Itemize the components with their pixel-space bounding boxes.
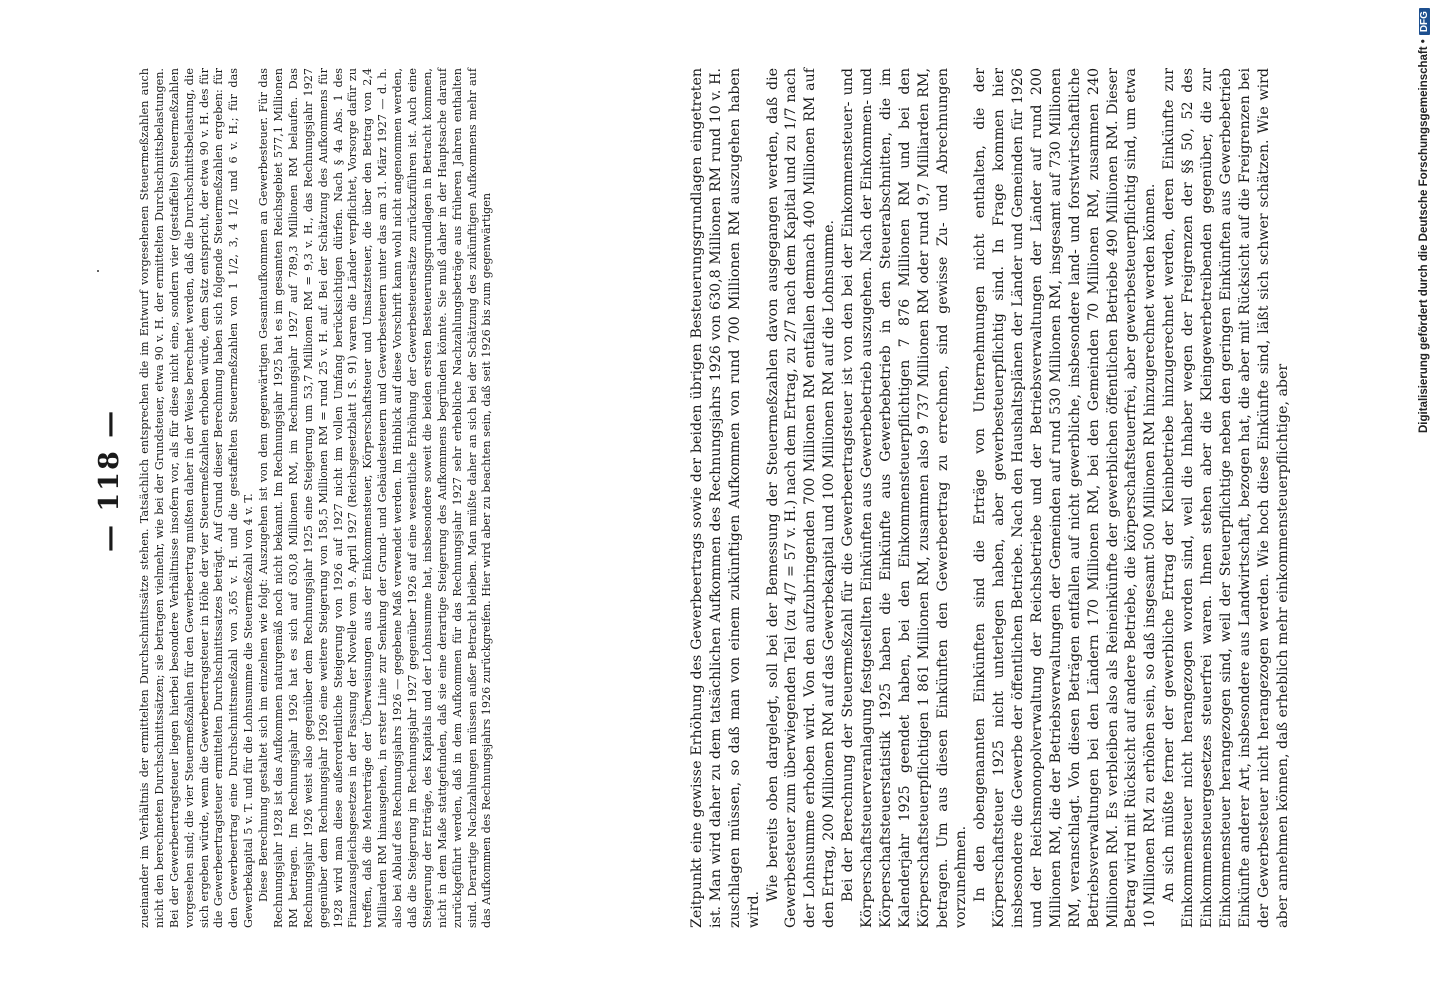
right-paragraph-5: An sich müßte ferner der gewerbliche Ertrag der Kleinbetriebe hinzugerechnet werden, deren Einkünfte zur Einkommensteuer nicht herangezogen worden sind, weil die Inhaber wegen der Freigrenzen der §§ 50, 52 des Einkommensteuergesetzes steuerfrei waren. Ihnen stehen aber die Kleingewerbetreibenden gegenüber, die zur Einkommensteuer herangezogen sind, weil der Steuerpflichtige neben den geringen Einkünften aus Gewerbebetrieb Einkünfte anderer Art, insbesondere aus Landwirtschaft, bezogen hat, die aber mit Rücksicht auf die Freigrenzen bei der Gewerbesteuer nicht herangezogen werden. Wie hoch diese Einkünfte sind, läßt sich schwer schätzen. Wie wird aber annehmen können, daß erheblich mehr einkommensteuerpflichtige, aber (1161, 68, 1291, 928)
dfg-logo-icon: DFG (1419, 8, 1430, 35)
digitization-footer (1418, 8, 1430, 433)
footer-text: Digitalisierung gefördert durch die Deutsche Forschungsgemeinschaft • (1418, 39, 1430, 433)
page-number: — 118 — (94, 408, 125, 552)
scan-speck (97, 270, 99, 272)
right-paragraph-1: Zeitpunkt eine gewisse Erhöhung des Gewerbeertrags sowie der beiden übrigen Besteuerungsgrundlagen eingetreten ist. Man wird daher zu dem tatsächlichen Aufkommen des Rechnungsjahrs 1926 von 630,8 Millionen RM rund 10 v. H. zuschlagen müssen, so daß man von einem zukünftigen Aufkommen von rund 700 Millionen RM auszugehen haben wird. (689, 68, 762, 928)
right-paragraph-4: In den obengenannten Einkünften sind die Erträge von Unternehmungen nicht enthalten, die der Körperschaftsteuer 1925 nicht unterlegen haben, aber gewerbesteuerpflichtig sind. In Frage kommen hier insbesondere die Gewerbe der öffentlichen Betriebe. Nach den Haushaltsplänen der Länder und Gemeinden für 1926 und der Reichsmonopolverwaltung der Reichsbetriebe und der Betriebsverwaltungen der Länder auf rund 200 Millionen RM, die der Betriebsverwaltungen der Gemeinden auf rund 530 Millionen RM, insgesamt auf 730 Millionen RM, veranschlagt. Von diesen Beträgen entfallen auf nicht gewerbliche, insbesondere land- und forstwirtschaftliche Betriebsverwaltungen bei den Ländern 170 Millionen RM, bei den Gemeinden 70 Millionen RM, zusammen 240 Millionen RM. Es verbleiben also als Reineinkünfte der gewerblichen öffentlichen Betriebe 490 Millionen RM. Dieser Betrag wird mit Rücksicht auf andere Betriebe, die körperschaftsteuerfrei, aber gewerbesteuerpflichtig sind, um etwa 10 Millionen RM zu erhöhen sein, so daß insgesamt 500 Millionen RM hinzugerechnet werden können. (972, 68, 1159, 928)
right-text-column (688, 68, 1293, 928)
right-paragraph-2: Wie bereits oben dargelegt, soll bei der Bemessung der Steuermeßzahlen davon ausgegangen werden, daß die Gewerbesteuer zum überwiegenden Teil (zu 4/7 = 57 v. H.) nach dem Ertrag, zu 2/7 nach dem Kapital und zu 1/7 nach der Lohnsumme erhoben wird. Von den aufzubringenden 700 Millionen RM entfallen demnach 400 Millionen RM auf den Ertrag, 200 Millionen RM auf das Gewerbekapital und 100 Millionen RM auf die Lohnsumme. (764, 68, 838, 928)
right-paragraph-3: Bei der Berechnung der Steuermeßzahl für die Gewerbeertragsteuer ist von den bei der Einkommensteuer- und Körperschaftsteuerveranlagung festgestellten Einkünften aus Gewerbebetrieb auszugehen. Nach der Einkommen- und Körperschaftsteuerstatistik 1925 haben die Einkünfte aus Gewerbebetrieb in den Steuerabschnitten, die im Kalenderjahr 1925 geendet haben, bei den Einkommensteuerpflichtigen 7 876 Millionen RM und bei den Körperschaftsteuerpflichtigen 1 861 Millionen RM, zusammen also 9 737 Millionen RM oder rund 9,7 Milliarden RM, betragen. Um aus diesen Einkünften den Gewerbeertrag zu errechnen, sind gewisse Zu- und Abrechnungen vorzunehmen. (840, 68, 970, 928)
left-text-column (138, 68, 495, 928)
left-paragraph-1: zueinander im Verhältnis der ermittelten Durchschnittssätze stehen. Tatsächlich entsprechen die im Entwurf vorgesehenen Steuermeßzahlen auch nicht den berechneten Durchschnittssätzen; sie betragen vielmehr, wie bei der Grundsteuer, etwa 90 v. H. der ermittelten Durchschnittsbelastungen. Bei der Gewerbeertragsteuer liegen hierbei besondere Verhältnisse insofern vor, als für diese nicht eine, sondern vier (gestaffelte) Steuermeßzahlen vorgesehen sind; die vier Steuermeßzahlen für den Gewerbeertrag mußten daher in der Weise berechnet werden, daß die Durchschnittsbelastung, die sich ergeben würde, wenn die Gewerbeertragsteuer in Höhe der vier Steuermeßzahlen erhoben würde, dem Satz entspricht, der etwa 90 v. H. des für die Gewerbeertragsteuer ermittelten Durchschnittssatzes beträgt. Auf Grund dieser Berechnung haben sich folgende Steuermeßzahlen ergeben: für den Gewerbeertrag eine Durchschnittsmeßzahl von 3,65 v. H. und die gestaffelten Steuermeßzahlen von 1 1/2, 3, 4 1/2 und 6 v. H.; für das Gewerbekapital 5 v. T. und für die Lohnsumme die Steuermeßzahl von 4 v. T. (138, 68, 256, 928)
left-paragraph-2: Diese Berechnung gestaltet sich im einzelnen wie folgt: Auszugehen ist von dem gegenwärtigen Gesamtaufkommen an Gewerbesteuer. Für das Rechnungsjahr 1928 ist das Aufkommen naturgemäß noch nicht bekannt. Im Rechnungsjahr 1925 hat es im gesamten Reichsgebiet 577,1 Millionen RM betragen. Im Rechnungsjahr 1926 hat es sich auf 630,8 Millionen RM, im Rechnungsjahr 1927 auf 789,3 Millionen RM belaufen. Das Rechnungsjahr 1926 weist also gegenüber dem Rechnungsjahr 1925 eine Steigerung um 53,7 Millionen RM = 9,3 v. H., das Rechnungsjahr 1927 gegenüber dem Rechnungsjahr 1926 eine weitere Steigerung von 158,5 Millionen RM = rund 25 v. H. auf. Bei der Schätzung des Aufkommens für 1928 wird man diese außerordentliche Steigerung von 1926 auf 1927 nicht im vollen Umfang berücksichtigen dürfen. Nach § 4a Abs. 1 des Finanzausgleichsgesetzes in der Fassung der Novelle vom 9. April 1927 (Reichsgesetzblatt I S. 91) waren die Länder verpflichtet, Vorsorge dafür zu treffen, daß die Mehrerträge der Überweisungen aus der Einkommensteuer, Körperschaftsteuer und Umsatzsteuer, die über den Betrag von 2,4 Milliarden RM hinausgehen, in erster Linie zur Senkung der Grund- und Gebäudesteuern und Gewerbesteuern unter das am 31. März 1927 — d. h. also bei Ablauf des Rechnungsjahrs 1926 — gegebene Maß verwendet werden. Im Hinblick auf diese Vorschrift kann wohl nicht angenommen werden, daß die Steigerung im Rechnungsjahr 1927 gegenüber 1926 auf eine wesentliche Erhöhung der Gewerbesteuersätze zurückzuführen ist. Auch eine Steigerung der Erträge, des Kapitals und der Lohnsumme hat, insbesondere soweit die beiden ersten Besteuerungsgrundlagen in Betracht kommen, nicht in dem Maße stattgefunden, daß sie eine derartige Steigerung des Aufkommens begründen könnte. Sie muß daher in der Hauptsache darauf zurückgeführt werden, daß in dem Aufkommen für das Rechnungsjahr 1927 sehr erhebliche Nachzahlungsbeträge aus früheren Jahren enthalten sind. Derartige Nachzahlungen müssen außer Betracht bleiben. Man müßte daher an sich bei der Schätzung des zukünftigen Aufkommens mehr auf das Aufkommen des Rechnungsjahrs 1926 zurückgreifen. Hier wird aber zu beachten sein, daß seit 1926 bis zum gegenwärtigen (257, 68, 494, 928)
